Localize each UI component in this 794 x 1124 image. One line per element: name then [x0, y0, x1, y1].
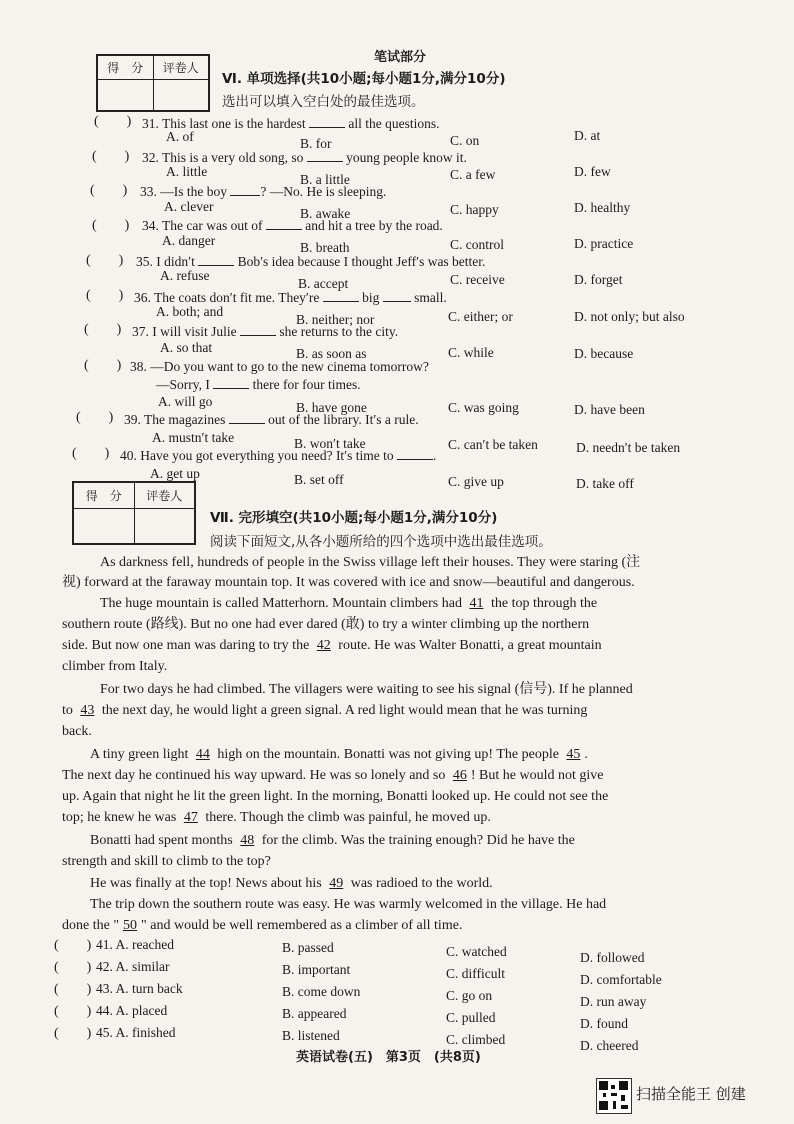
option-c: C. happy — [450, 202, 499, 217]
option-a: A. mustn′t take — [152, 430, 235, 445]
answer-bracket: ( ) — [72, 446, 110, 461]
passage-line: up. Again that night he lit the green light. In the morning, Bonatti looked up. He could not see the — [62, 789, 609, 804]
option-d: D. found — [580, 1016, 628, 1031]
option-c: C. can′t be taken — [448, 437, 538, 452]
answer-bracket: ( ) — [54, 982, 92, 997]
option-c: C. receive — [450, 272, 505, 287]
passage-line: Bonatti had spent months 48 for the climb. Was the training enough? Did he have the — [90, 833, 575, 848]
answer-blank — [323, 290, 359, 302]
question-32: 32. This is a very old song, so young people know it. — [142, 150, 467, 165]
passage-line: top; he knew he was 47 there. Though the climb was painful, he moved up. — [62, 810, 491, 825]
answer-blank — [229, 412, 265, 424]
passage-line: The next day he continued his way upward. He was so lonely and so 46 ! But he would not give — [62, 768, 604, 783]
option-a: A. little — [166, 164, 208, 179]
passage-line: He was finally at the top! News about his 49 was radioed to the world. — [90, 876, 493, 891]
option-c: C. a few — [450, 167, 496, 182]
qr-code-icon — [596, 1078, 632, 1114]
option-d: D. followed — [580, 950, 645, 965]
answer-bracket: ( ) — [86, 253, 124, 268]
section6-instruction: 选出可以填入空白处的最佳选项。 — [222, 94, 425, 110]
option-d: D. not only; but also — [574, 309, 685, 324]
question-38-line2: —Sorry, I there for four times. — [156, 377, 361, 392]
question-36: 36. The coats don′t fit me. They′re big small. — [134, 290, 447, 305]
option-b: B. breath — [300, 240, 350, 255]
option-d: D. few — [574, 164, 611, 179]
passage-line: As darkness fell, hundreds of people in the Swiss village left their houses. They were staring (注 — [100, 555, 641, 570]
passage-line: A tiny green light 44 high on the mountain. Bonatti was not giving up! The people 45 . — [90, 747, 588, 762]
answer-bracket: ( ) — [92, 149, 130, 164]
option-d: D. at — [574, 128, 601, 143]
option-c: C. difficult — [446, 966, 505, 981]
option-b: B. accept — [298, 276, 349, 291]
option-b: B. have gone — [296, 400, 367, 415]
option-a: A. so that — [160, 340, 213, 355]
option-row-44: 44. A. placed — [96, 1003, 168, 1018]
option-b: B. won′t take — [294, 436, 366, 451]
question-31: 31. This last one is the hardest all the questions. — [142, 116, 440, 131]
option-c: C. while — [448, 345, 494, 360]
option-c: C. go on — [446, 988, 493, 1003]
option-d: D. take off — [576, 476, 634, 491]
option-d: D. healthy — [574, 200, 631, 215]
blank-46: 46 — [452, 768, 467, 783]
option-c: C. give up — [448, 474, 504, 489]
option-b: B. come down — [282, 984, 361, 999]
score-label: 得 分 — [74, 483, 135, 509]
blank-50: 50 — [123, 918, 138, 933]
question-38: 38. —Do you want to go to the new cinema tomorrow? — [130, 359, 429, 374]
grader-label: 评卷人 — [134, 483, 195, 509]
answer-bracket: ( ) — [54, 960, 92, 975]
option-d: D. forget — [574, 272, 623, 287]
score-box — [72, 481, 196, 545]
question-34: 34. The car was out of and hit a tree by the road. — [142, 218, 443, 233]
option-row-41: 41. A. reached — [96, 937, 174, 952]
grader-cell — [153, 80, 209, 111]
passage-line: 视) forward at the faraway mountain top. It was covered with ice and snow—beautiful and dangerous. — [62, 575, 635, 590]
section7-instruction: 阅读下面短文,从各小题所给的四个选项中选出最佳选项。 — [210, 534, 552, 550]
option-c: C. watched — [446, 944, 507, 959]
blank-41: 41 — [469, 596, 484, 611]
option-a: A. will go — [158, 394, 213, 409]
answer-bracket: ( ) — [90, 183, 128, 198]
option-c: C. pulled — [446, 1010, 496, 1025]
answer-blank — [309, 116, 345, 128]
passage-line: southern route (路线). But no one had ever dared (敢) to try a winter climbing up the northern — [62, 617, 590, 632]
option-c: C. climbed — [446, 1032, 506, 1047]
blank-49: 49 — [329, 876, 344, 891]
passage-line: to 43 the next day, he would light a green signal. A red light would mean that he was turning — [62, 703, 588, 718]
option-a: A. danger — [162, 233, 216, 248]
section6-heading: Ⅵ. 单项选择(共10小题;每小题1分,满分10分) — [222, 71, 506, 87]
passage-line: side. But now one man was daring to try the 42 route. He was Walter Bonatti, a great mountain — [62, 638, 602, 653]
option-c: C. on — [450, 133, 480, 148]
section7-heading: Ⅶ. 完形填空(共10小题;每小题1分,满分10分) — [210, 510, 498, 526]
option-a: A. clever — [164, 199, 214, 214]
option-row-45: 45. A. finished — [96, 1025, 176, 1040]
option-b: B. a little — [300, 172, 350, 187]
option-a: A. get up — [150, 466, 200, 481]
answer-blank — [266, 218, 302, 230]
answer-bracket: ( ) — [54, 1004, 92, 1019]
option-a: A. refuse — [160, 268, 210, 283]
option-c: C. control — [450, 237, 504, 252]
page-title: 笔试部分 — [374, 50, 427, 65]
option-row-42: 42. A. similar — [96, 959, 170, 974]
answer-blank — [307, 150, 343, 162]
option-c: C. either; or — [448, 309, 513, 324]
option-a: A. of — [166, 129, 194, 144]
option-b: B. set off — [294, 472, 344, 487]
passage-line: The huge mountain is called Matterhorn. Mountain climbers had 41 the top through the — [100, 596, 598, 611]
question-40: 40. Have you got everything you need? It′s time to . — [120, 448, 437, 463]
blank-42: 42 — [316, 638, 331, 653]
answer-blank — [383, 290, 411, 302]
option-b: B. as soon as — [296, 346, 367, 361]
blank-44: 44 — [195, 747, 210, 762]
score-cell — [98, 80, 154, 111]
passage-line: back. — [62, 724, 92, 739]
option-b: B. listened — [282, 1028, 340, 1043]
option-row-43: 43. A. turn back — [96, 981, 183, 996]
scanner-watermark: 扫描全能王 创建 — [636, 1085, 746, 1103]
answer-bracket: ( ) — [54, 938, 92, 953]
passage-line: The trip down the southern route was easy. He was warmly welcomed in the village. He had — [90, 897, 607, 912]
passage-line: strength and skill to climb to the top? — [62, 854, 271, 869]
answer-blank — [198, 254, 234, 266]
option-d: D. comfortable — [580, 972, 662, 987]
option-d: D. cheered — [580, 1038, 639, 1053]
option-d: D. run away — [580, 994, 647, 1009]
option-b: B. neither; nor — [296, 312, 375, 327]
option-b: B. important — [282, 962, 351, 977]
answer-bracket: ( ) — [92, 218, 130, 233]
question-39: 39. The magazines out of the library. It′s a rule. — [124, 412, 419, 427]
answer-blank — [213, 377, 249, 389]
option-a: A. both; and — [156, 304, 224, 319]
blank-48: 48 — [240, 833, 255, 848]
question-37: 37. I will visit Julie she returns to the city. — [132, 324, 399, 339]
page-footer: 英语试卷(五) 第3页 (共8页) — [296, 1050, 481, 1065]
answer-bracket: ( ) — [84, 322, 122, 337]
option-d: D. needn′t be taken — [576, 440, 681, 455]
grader-label: 评卷人 — [153, 56, 209, 80]
score-cell — [74, 509, 135, 544]
option-c: C. was going — [448, 400, 519, 415]
blank-47: 47 — [183, 810, 198, 825]
option-b: B. awake — [300, 206, 351, 221]
score-box — [96, 54, 210, 112]
passage-line: done the " 50 " and would be well remembered as a climber of all time. — [62, 918, 463, 933]
answer-bracket: ( ) — [76, 410, 114, 425]
answer-bracket: ( ) — [84, 358, 122, 373]
score-label: 得 分 — [98, 56, 154, 80]
answer-bracket: ( ) — [54, 1026, 92, 1041]
passage-line: climber from Italy. — [62, 659, 168, 674]
answer-blank — [240, 324, 276, 336]
answer-blank — [397, 448, 433, 460]
blank-45: 45 — [566, 747, 581, 762]
grader-cell — [134, 509, 195, 544]
answer-blank — [230, 184, 260, 196]
option-b: B. appeared — [282, 1006, 347, 1021]
option-b: B. passed — [282, 940, 334, 955]
option-d: D. have been — [574, 402, 645, 417]
passage-line: For two days he had climbed. The villagers were waiting to see his signal (信号). If he planned — [100, 682, 633, 697]
blank-43: 43 — [80, 703, 95, 718]
question-35: 35. I didn′t Bob′s idea because I thought Jeff′s was better. — [136, 254, 486, 269]
answer-bracket: ( ) — [86, 288, 124, 303]
question-33: 33. —Is the boy ? —No. He is sleeping. — [140, 184, 387, 199]
answer-bracket: ( ) — [94, 114, 132, 129]
option-b: B. for — [300, 136, 332, 151]
option-d: D. practice — [574, 236, 634, 251]
option-d: D. because — [574, 346, 634, 361]
